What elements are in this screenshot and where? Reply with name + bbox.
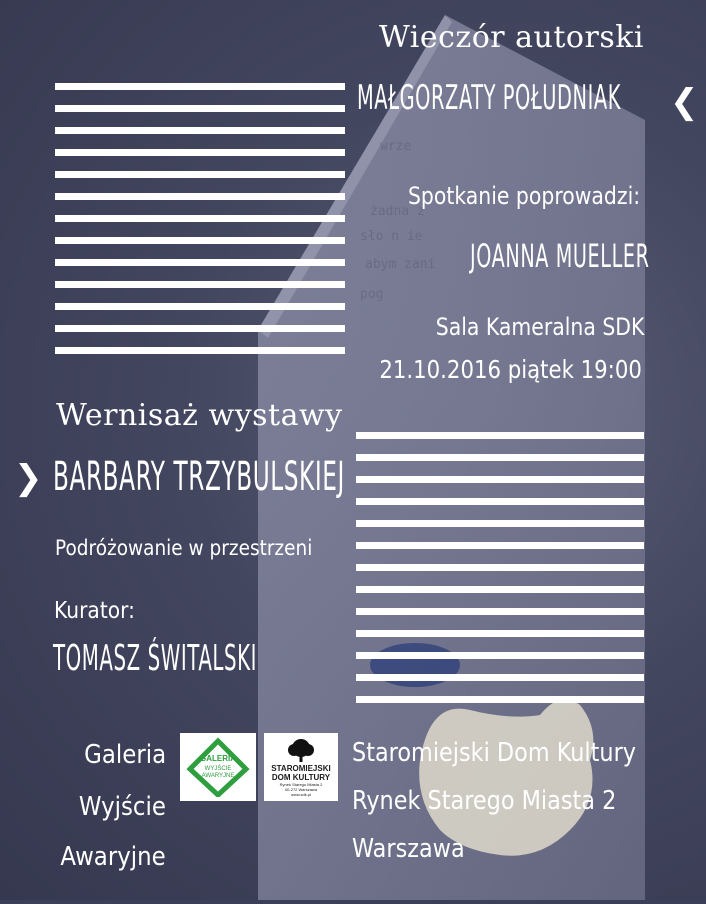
sdk-logo-line-4: 00-272 Warszawa (284, 786, 318, 792)
galeria-logo-text-3: AWARYJNE (201, 773, 235, 779)
svg-text:żadna z: żadna z (370, 204, 425, 219)
stripe (356, 454, 644, 461)
venue: Sala Kameralna SDK (435, 313, 644, 341)
stripe (55, 281, 345, 288)
svg-text:pog: pog (360, 287, 384, 302)
exhibition-title: Podróżowanie w przestrzeni (55, 536, 313, 560)
stripe (55, 325, 345, 332)
decorative-stripes-right (356, 432, 644, 718)
vernissage-artist: BARBARY TRZYBULSKIEJ (53, 454, 345, 500)
evening-heading: Wieczór autorski (378, 20, 644, 55)
galeria-wyjscie-awaryjne-logo (180, 733, 256, 801)
event-datetime: 21.10.2016 piątek 19:00 (379, 355, 642, 384)
stripe (356, 498, 644, 505)
svg-text:wrze: wrze (380, 139, 412, 154)
decorative-stripes-left (55, 83, 345, 369)
stripe (356, 564, 644, 571)
stripe (356, 476, 644, 483)
galeria-logo-text-2: WYJŚCIE (204, 766, 232, 772)
tree-icon (286, 738, 316, 764)
galeria-line-1: Galeria (84, 740, 166, 770)
stripe (55, 171, 345, 178)
host-label: Spotkanie poprowadzi: (407, 182, 640, 210)
chevron-left-icon: ❮ (670, 82, 699, 122)
stripe (356, 608, 644, 615)
stripe (356, 630, 644, 637)
stripe (356, 586, 644, 593)
stripe (356, 432, 644, 439)
address-line-3: Warszawa (352, 834, 465, 864)
stripe (55, 259, 345, 266)
stripe (55, 237, 345, 244)
host-name: JOANNA MUELLER (470, 237, 650, 275)
galeria-line-3: Awaryjne (60, 842, 166, 872)
svg-text:abym zani: abym zani (365, 257, 436, 272)
stripe (55, 303, 345, 310)
sdk-logo-line-3: Rynek Starego Miasta 2 (279, 781, 323, 787)
svg-text:sło n ie: sło n ie (360, 229, 423, 244)
stripe (55, 127, 345, 134)
stripe (55, 105, 345, 112)
stripe (356, 696, 644, 703)
evening-author: MAŁGORZATY POŁUDNIAK (357, 78, 621, 118)
stripe (55, 149, 345, 156)
staromiejski-dom-kultury-logo (264, 733, 338, 801)
stripe (356, 652, 644, 659)
galeria-logo-text-1: GALERIA (200, 754, 236, 763)
address-line-1: Staromiejski Dom Kultury (352, 738, 637, 768)
sdk-logo-line-5: www.sdk.pl (290, 791, 311, 797)
curator-label: Kurator: (54, 598, 135, 624)
sdk-logo-line-2: DOM KULTURY (271, 772, 331, 782)
stripe (55, 83, 345, 90)
sdk-logo-line-1: STAROMIEJSKI (271, 763, 331, 773)
stripe (55, 347, 345, 354)
address-line-2: Rynek Starego Miasta 2 (352, 786, 617, 816)
curator-name: TOMASZ ŚWITALSKI (53, 638, 258, 679)
stripe (356, 674, 644, 681)
vernissage-heading: Wernisaż wystawy (56, 398, 343, 433)
galeria-logo-mark (186, 737, 250, 797)
stripe (356, 520, 644, 527)
stripe (356, 542, 644, 549)
galeria-line-2: Wyjście (78, 792, 166, 822)
stripe (55, 193, 345, 200)
chevron-right-icon: ❯ (14, 458, 43, 498)
stripe (55, 215, 345, 222)
